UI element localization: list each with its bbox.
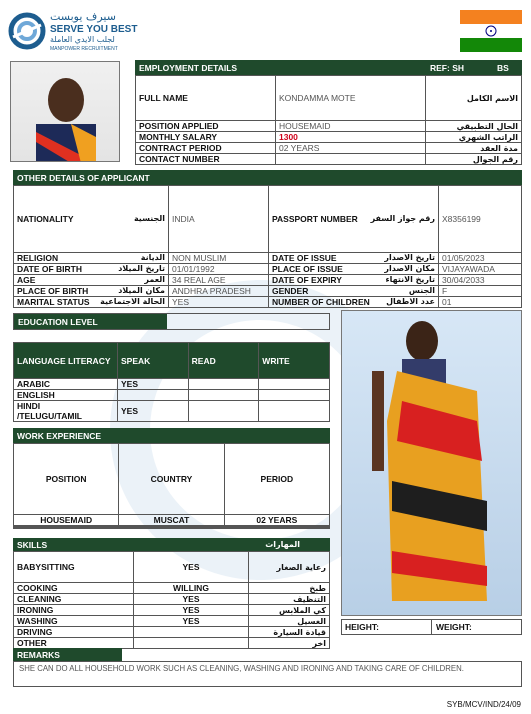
employment-details-header [135, 60, 522, 75]
language-header: LANGUAGE LITERACY [14, 343, 118, 379]
work-cell [224, 528, 329, 529]
detail-value: VIJAYAWADA [439, 264, 522, 275]
brand-arabic-name: سيرف يوبست [50, 10, 116, 23]
brand-name: SERVE YOU BEST [50, 24, 138, 35]
skill-label-arabic: اخر [249, 638, 330, 649]
skill-label-arabic: كي الملابس [249, 605, 330, 616]
language-write [259, 379, 330, 390]
employment-value: 1300 [276, 132, 426, 143]
skill-row [14, 627, 330, 638]
detail-label: الحالة الاجتماعية MARITAL STATUS [14, 297, 169, 308]
other-details-table [13, 185, 522, 308]
education-level-box [13, 313, 330, 330]
employment-row [136, 121, 522, 132]
work-cell [14, 528, 119, 529]
work-column-header: POSITION [14, 444, 119, 515]
language-speak: YES [117, 379, 188, 390]
skill-label-arabic: رعاية الصغار [249, 552, 330, 583]
work-experience-header [13, 428, 330, 443]
skill-label-arabic: قيادة السيارة [249, 627, 330, 638]
skill-label: IRONING [14, 605, 134, 616]
detail-value: 01/01/1992 [169, 264, 269, 275]
detail-value: 34 REAL AGE [169, 275, 269, 286]
employment-value: KONDAMMA MOTE [276, 76, 426, 121]
skill-value: WILLING [134, 583, 249, 594]
skills-header [13, 538, 330, 551]
employment-row [136, 143, 522, 154]
work-row [14, 515, 330, 526]
detail-label: الجنس GENDER [269, 286, 439, 297]
detail-label: مكان الاصدار PLACE OF ISSUE [269, 264, 439, 275]
employment-value: HOUSEMAID [276, 121, 426, 132]
detail-label: تاريخ الانتهاء DATE OF EXPIRY [269, 275, 439, 286]
work-row [14, 528, 330, 529]
skill-label-arabic: الغسيل [249, 616, 330, 627]
employment-row [136, 76, 522, 121]
skill-label: WASHING [14, 616, 134, 627]
detail-value: X8356199 [439, 186, 522, 253]
language-name: HINDI /TELUGU/TAMIL [14, 401, 118, 422]
india-flag-icon [460, 10, 522, 52]
skill-value: YES [134, 616, 249, 627]
skill-value [134, 638, 249, 649]
company-logo [8, 10, 148, 54]
employment-label-arabic: الحال التطبيقي [426, 121, 522, 132]
skill-row [14, 594, 330, 605]
skill-label: DRIVING [14, 627, 134, 638]
language-header: READ [188, 343, 259, 379]
employment-value [276, 154, 426, 165]
other-details-row [14, 186, 522, 253]
skill-row [14, 552, 330, 583]
employment-label: FULL NAME [136, 76, 276, 121]
language-write [259, 390, 330, 401]
work-experience-table [13, 443, 330, 529]
employment-label-arabic: الاسم الكامل [426, 76, 522, 121]
skill-label-arabic: التنظيف [249, 594, 330, 605]
work-column-header: PERIOD [224, 444, 329, 515]
detail-value: 01/05/2023 [439, 253, 522, 264]
applicant-photo-small [10, 61, 120, 162]
detail-label: الجنسية NATIONALITY [14, 186, 169, 253]
skills-table [13, 551, 330, 649]
skill-label-arabic: طبخ [249, 583, 330, 594]
language-read [188, 401, 259, 422]
ref-label: REF: SH [430, 62, 464, 73]
brand-arabic-sub: لجلب الايدي العاملة [50, 35, 115, 44]
employment-label-arabic: رقم الجوال [426, 154, 522, 165]
detail-value: 01 [439, 297, 522, 308]
language-read [188, 390, 259, 401]
other-details-row [14, 275, 522, 286]
detail-value: NON MUSLIM [169, 253, 269, 264]
brand-sub: MANPOWER RECRUITMENT [50, 46, 118, 52]
language-table [13, 342, 330, 422]
remarks-box [13, 661, 522, 687]
detail-value: 30/04/2033 [439, 275, 522, 286]
work-column-header: COUNTRY [119, 444, 224, 515]
employment-row [136, 154, 522, 165]
other-header-label: OTHER DETAILS OF APPLICANT [17, 172, 150, 183]
language-name: ARABIC [14, 379, 118, 390]
footer-code: SYB/MCV/IND/24/09 [446, 700, 521, 709]
applicant-photo-full [341, 310, 522, 616]
language-speak: YES [117, 401, 188, 422]
measurements-box [341, 619, 522, 635]
height-label: HEIGHT: [342, 620, 432, 634]
language-row [14, 390, 330, 401]
skill-label: COOKING [14, 583, 134, 594]
detail-label: تاريخ الميلاد DATE OF BIRTH [14, 264, 169, 275]
ref-value: BS [497, 62, 509, 73]
work-cell: MUSCAT [119, 515, 224, 526]
skill-row [14, 583, 330, 594]
detail-label: عدد الاطفال NUMBER OF CHILDREN [269, 297, 439, 308]
detail-value: INDIA [169, 186, 269, 253]
skill-label: CLEANING [14, 594, 134, 605]
work-cell: HOUSEMAID [14, 515, 119, 526]
detail-label: تاريخ الاصدار DATE OF ISSUE [269, 253, 439, 264]
detail-value: YES [169, 297, 269, 308]
remarks-header [13, 648, 122, 661]
skill-row [14, 638, 330, 649]
skill-row [14, 616, 330, 627]
employment-label: CONTACT NUMBER [136, 154, 276, 165]
language-read [188, 379, 259, 390]
education-header: EDUCATION LEVEL [14, 314, 167, 329]
weight-label: WEIGHT: [436, 622, 472, 632]
employment-value: 02 YEARS [276, 143, 426, 154]
other-details-row [14, 264, 522, 275]
skill-label: BABYSITTING [14, 552, 134, 583]
skill-row [14, 605, 330, 616]
language-speak [117, 390, 188, 401]
employment-label: POSITION APPLIED [136, 121, 276, 132]
employment-label-arabic: مدة العقد [426, 143, 522, 154]
language-row [14, 379, 330, 390]
other-details-header [13, 170, 522, 185]
remarks-header-label: REMARKS [17, 649, 60, 660]
work-cell [119, 528, 224, 529]
employment-label-arabic: الراتب الشهري [426, 132, 522, 143]
skills-header-arabic: المهارات [265, 540, 300, 549]
language-header: WRITE [259, 343, 330, 379]
language-row [14, 401, 330, 422]
employment-label: CONTRACT PERIOD [136, 143, 276, 154]
other-details-row [14, 286, 522, 297]
employment-row [136, 132, 522, 143]
detail-label: العمر AGE [14, 275, 169, 286]
skill-value: YES [134, 552, 249, 583]
skill-value: YES [134, 594, 249, 605]
other-details-row [14, 253, 522, 264]
detail-value: F [439, 286, 522, 297]
detail-label: مكان الميلاد PLACE OF BIRTH [14, 286, 169, 297]
detail-value: ANDHRA PRADESH [169, 286, 269, 297]
skill-value [134, 627, 249, 638]
skill-value: YES [134, 605, 249, 616]
other-details-row [14, 297, 522, 308]
skills-header-label: SKILLS [17, 539, 48, 550]
work-header-label: WORK EXPERIENCE [17, 430, 102, 441]
language-header: SPEAK [117, 343, 188, 379]
language-write [259, 401, 330, 422]
employment-label: MONTHLY SALARY [136, 132, 276, 143]
detail-label: الديانة RELIGION [14, 253, 169, 264]
language-name: ENGLISH [14, 390, 118, 401]
work-cell: 02 YEARS [224, 515, 329, 526]
logo-emblem-icon [8, 12, 46, 50]
employment-header-label: EMPLOYMENT DETAILS [139, 62, 238, 73]
skill-label: OTHER [14, 638, 134, 649]
detail-label: رقم جواز السفر PASSPORT NUMBER [269, 186, 439, 253]
remarks-text: SHE CAN DO ALL HOUSEHOLD WORK SUCH AS CLEANING, WASHING AND IRONING AND TAKING CARE OF CHILDREN. [19, 664, 464, 673]
employment-table [135, 75, 522, 165]
